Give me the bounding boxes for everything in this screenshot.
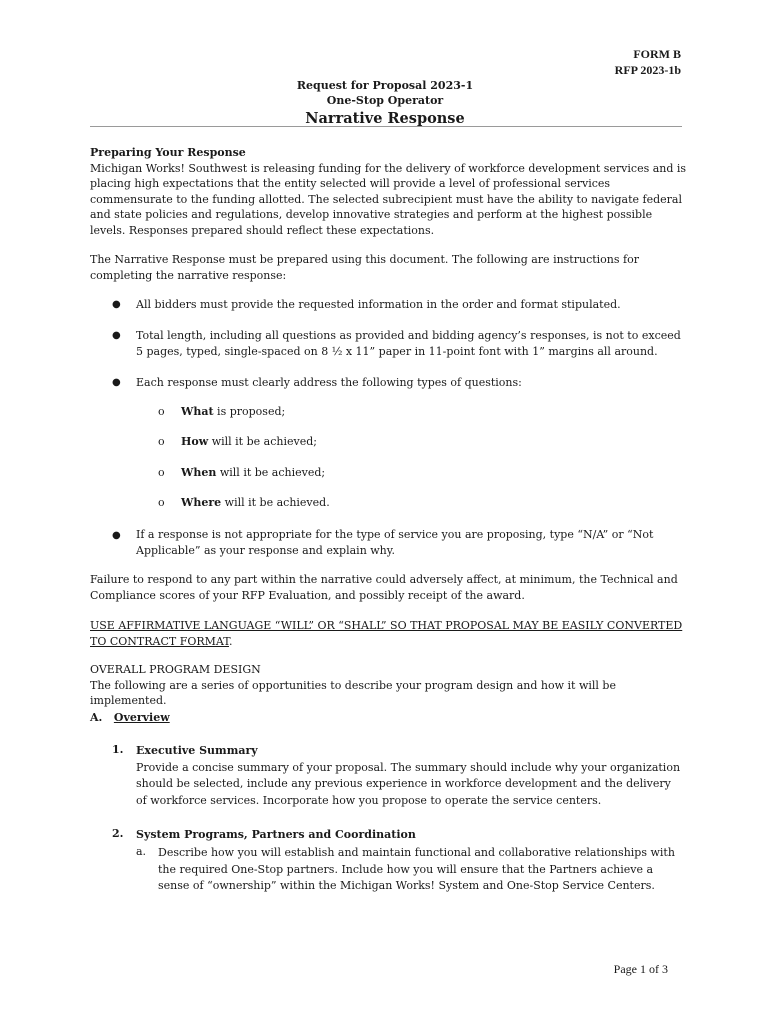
sub-bullet-icon: o [158, 496, 165, 509]
failure-paragraph: Failure to respond to any part within the narrative could adversely affect, at minimum, the Technical and Compliance scores of your RFP Evaluation, and possibly receipt of the award. [90, 573, 678, 602]
question-keyword: Where [181, 496, 222, 509]
section-title: Overview [113, 711, 170, 724]
item-title: Executive Summary [136, 744, 258, 757]
title-divider [90, 126, 682, 127]
question-item [181, 405, 285, 418]
section-a-heading [90, 710, 690, 726]
preparing-section [90, 145, 690, 238]
question-item [181, 496, 330, 509]
bullet-item: Each response must clearly address the following types of questions: [136, 376, 522, 389]
preparing-heading: Preparing Your Response [90, 146, 246, 159]
item-number: 2. [112, 827, 124, 840]
form-identifier [615, 46, 681, 78]
document-header [0, 78, 770, 128]
question-rest: is proposed; [213, 405, 286, 418]
program-design-intro: The following are a series of opportunities to describe your program design and how it will be implemented. [90, 678, 616, 707]
system-programs-item [136, 827, 684, 844]
question-rest: will it be achieved; [208, 435, 317, 448]
item-text: Provide a concise summary of your proposal. The summary should include why your organization should be selected, include any previous experience in workforce development and the delivery of workforce services. Incorporate how you propose to operate the service centers. [136, 760, 681, 807]
bullet-icon: ● [112, 377, 121, 388]
affirmative-text: USE AFFIRMATIVE LANGUAGE “WILL” OR “SHALL” SO THAT PROPOSAL MAY BE EASILY CONVERTED TO CONTRACT FORMAT [90, 619, 683, 648]
question-rest: will it be achieved; [216, 466, 326, 479]
bullet-item: Total length, including all questions as provided and bidding agency’s responses, is not to exceed 5 pages, typed, single-spaced on 8 ½ x 11” paper in 11-point font with 1” margins all around. [136, 329, 681, 358]
program-design-section [90, 662, 690, 709]
rfp-label: RFP 2023-1b [614, 63, 681, 77]
bullet-icon: ● [112, 530, 121, 541]
sub-bullet-icon: o [158, 435, 165, 448]
affirmative-notice [90, 618, 690, 649]
program-design-heading: OVERALL PROGRAM DESIGN [90, 663, 261, 676]
bullet-item: All bidders must provide the requested information in the order and format stipulated. [136, 298, 621, 311]
instructions-intro: The Narrative Response must be prepared using this document. The following are instructions for completing the narrative response: [90, 253, 639, 282]
question-item [181, 466, 325, 479]
item-title: System Programs, Partners and Coordination [136, 828, 416, 841]
page-title: Narrative Response [305, 110, 465, 127]
executive-summary-item [136, 743, 684, 809]
preparing-paragraph: Michigan Works! Southwest is releasing funding for the delivery of workforce development services and is placing high expectations that the entity selected will provide a level of professional services commensurate to the funding allotted. The selected subrecipient must have the ability to navigate federal and state policies and regulations, develop innovative strategies and perform at the highest possible levels. Responses prepared should reflect these expectations. [90, 161, 687, 237]
question-rest: will it be achieved. [221, 496, 330, 509]
section-letter: A. [90, 711, 103, 724]
form-label: FORM B [633, 47, 681, 61]
affirmative-period: . [228, 634, 233, 648]
sub-bullet-icon: o [158, 405, 165, 418]
bullet-item: If a response is not appropriate for the type of service you are proposing, type “N/A” or “Not Applicable” as your response and explain why. [136, 528, 654, 557]
question-item [181, 435, 317, 448]
sub-item-letter: a. [136, 845, 147, 858]
question-keyword: How [181, 435, 209, 448]
request-line: Request for Proposal 2023-1 [296, 79, 474, 92]
operator-line: One-Stop Operator [326, 94, 444, 107]
bullet-icon: ● [112, 330, 121, 341]
item-number: 1. [112, 743, 124, 756]
page-number: Page 1 of 3 [613, 962, 668, 976]
sub-bullet-icon: o [158, 466, 165, 479]
sub-item-text: Describe how you will establish and maintain functional and collaborative relationships with the required One-Stop partners. Include how you will ensure that the Partners achieve a sense of “ownership” within the Michigan Works! System and One-Stop Service Centers. [158, 846, 675, 892]
question-keyword: When [181, 466, 217, 479]
bullet-icon: ● [112, 299, 121, 310]
question-keyword: What [181, 405, 214, 418]
